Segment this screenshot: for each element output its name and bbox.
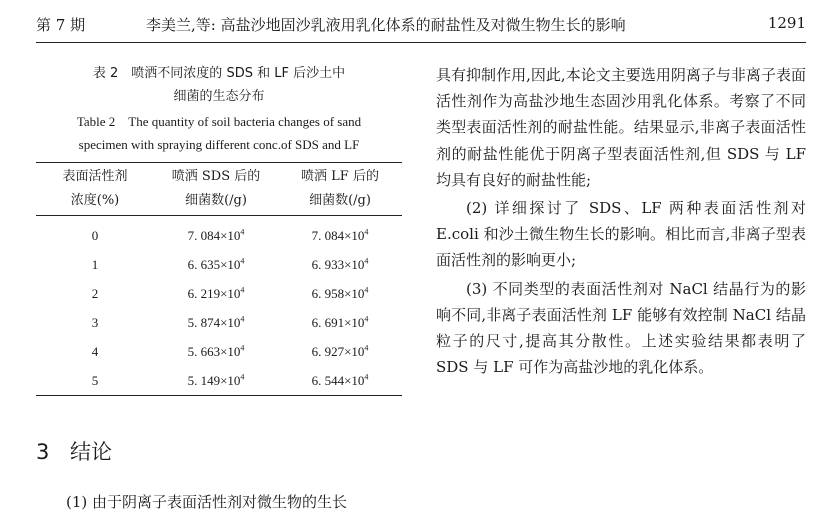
conclusion-paragraph-2: (2) 详细探讨了 SDS、LF 两种表面活性剂对 E.coli 和沙土微生物生长的影响。相比而言,非离子型表面活性剂的影响更小; <box>436 199 806 270</box>
cell-concentration: 4 <box>91 344 99 359</box>
cell-sds-count: 6. $219\times 10^4$ <box>187 285 245 301</box>
cell-concentration: 1 <box>91 257 99 272</box>
cell-concentration: 0 <box>91 228 99 244</box>
cell-lf-count: 6. $927\times 10^4$ <box>311 343 369 359</box>
cell-lf-count: 6. $691\times 10^4$ <box>311 314 369 330</box>
cell-sds-count: 5. $663\times 10^4$ <box>187 343 245 359</box>
table-row <box>36 309 402 338</box>
header-sds-count: 喷洒 SDS 后的 细菌数(/g) <box>171 169 261 208</box>
table-row <box>36 338 402 367</box>
cell-concentration: 2 <box>91 286 99 301</box>
cell-concentration: 5 <box>91 372 99 388</box>
cell-sds-count: 5. $874\times 10^4$ <box>187 314 245 330</box>
caption-en-line-1: Table 2 The quantity of soil bacteria changes of sand <box>76 114 362 129</box>
header-rule <box>36 42 806 43</box>
table-header-row <box>36 163 402 216</box>
table-row <box>36 251 402 280</box>
table-row <box>36 216 402 251</box>
table-row <box>36 367 402 396</box>
caption-cn-line-2: 细菌的生态分布 <box>173 89 265 104</box>
caption-en-line-2: specimen with spraying different conc.of SDS and LF <box>78 137 360 152</box>
cell-sds-count: 7. $084\times 10^4$ <box>187 227 245 244</box>
table-caption-english <box>36 110 402 156</box>
caption-cn-line-1: 表 2 喷洒不同浓度的 SDS 和 LF 后沙土中 <box>92 66 346 81</box>
issue-number: 第 7 期 <box>36 16 86 34</box>
cell-sds-count: 6. $635\times 10^4$ <box>187 256 245 272</box>
conclusion-paragraph-1-start: (1) 由于阴离子表面活性剂对微生物的生长 <box>66 493 348 511</box>
article-running-title: 李美兰,等: 高盐沙地固沙乳液用乳化体系的耐盐性及对微生物生长的影响 <box>146 16 626 34</box>
left-column <box>36 62 402 396</box>
table-row <box>36 280 402 309</box>
cell-sds-count: 5. $149\times 10^4$ <box>187 372 245 388</box>
header-lf-count: 喷洒 LF 后的 细菌数(/g) <box>301 169 379 208</box>
header-concentration: 表面活性剂 浓度(%) <box>62 169 128 208</box>
page-number: 1291 <box>767 14 806 32</box>
bacteria-count-table <box>36 162 402 396</box>
cell-lf-count: 7. $084\times 10^4$ <box>311 227 369 244</box>
cell-lf-count: 6. $933\times 10^4$ <box>311 256 369 272</box>
table-caption-chinese <box>36 62 402 108</box>
section-number: 3 <box>36 440 50 464</box>
cell-concentration: 3 <box>91 315 99 330</box>
running-header <box>36 14 806 40</box>
cell-lf-count: 6. $544\times 10^4$ <box>311 372 369 388</box>
conclusion-paragraph-1-continued: 具有抑制作用,因此,本论文主要选用阴离子与非离子表面活性剂作为高盐沙地生态固沙用乳化体系。考察了不同类型表面活性剂的耐盐性能。结果显示,非离子表面活性剂的耐盐性能优于阴离子型表面活性剂,但 SDS 与 LF 均具有良好的耐盐性能; <box>436 66 806 189</box>
cell-lf-count: 6. $958\times 10^4$ <box>311 285 369 301</box>
conclusion-paragraph-3: (3) 不同类型的表面活性剂对 NaCl 结晶行为的影响不同,非离子表面活性剂 LF 能够有效控制 NaCl 结晶粒子的尺寸,提高其分散性。上述实验结果都表明了 SDS 与 LF 可作为高盐沙地的乳化体系。 <box>436 279 806 377</box>
right-column <box>436 62 806 380</box>
section-heading <box>36 436 112 466</box>
section-title: 结论 <box>70 440 112 464</box>
